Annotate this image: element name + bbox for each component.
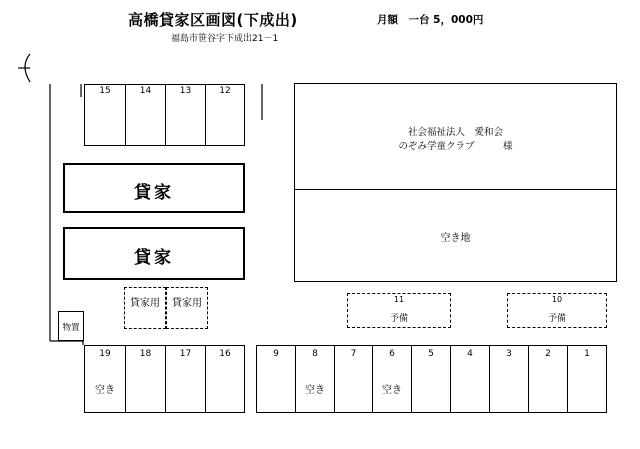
vacant-land <box>294 189 617 282</box>
parking-lot-8 <box>295 345 335 413</box>
page-title: 高橋貸家区画図(下成出) <box>128 11 298 29</box>
rental-house-2 <box>63 227 245 280</box>
lot-number: 9 <box>273 349 279 359</box>
price-text: 月額 一台 5，000円 <box>377 14 484 26</box>
lot-number: 19 <box>99 349 111 359</box>
parking-lot-9 <box>256 345 296 413</box>
storage-shed <box>58 311 84 341</box>
lot-number: 18 <box>139 349 152 359</box>
lot-number: 15 <box>99 86 111 96</box>
lot-number: 1 <box>584 349 590 359</box>
parking-lot-15 <box>84 84 126 146</box>
lot-number: 13 <box>179 86 192 96</box>
lot-number: 4 <box>467 349 473 359</box>
house-parking-label: 貸家用 <box>172 298 202 309</box>
lot-number: 8 <box>312 349 318 359</box>
spare-number: 11 <box>393 295 405 304</box>
parking-lot-13 <box>165 84 206 146</box>
lot-number: 12 <box>219 86 231 96</box>
parking-lot-14 <box>125 84 166 146</box>
parking-lot-2 <box>528 345 568 413</box>
facility-name: 社会福祉法人 愛和会 <box>407 127 503 138</box>
house-parking-2 <box>166 287 208 329</box>
spare-lot-10 <box>507 293 607 328</box>
lot-number: 3 <box>506 349 512 359</box>
parking-lot-16 <box>205 345 245 413</box>
parking-lot-1 <box>567 345 607 413</box>
parking-lot-17 <box>165 345 206 413</box>
house-parking-label: 貸家用 <box>130 298 160 309</box>
lot-number: 7 <box>350 349 357 359</box>
lot-number: 16 <box>219 349 231 359</box>
parking-lot-5 <box>411 345 451 413</box>
lot-number: 2 <box>545 349 551 359</box>
vacant-mark: 空き <box>305 385 325 396</box>
facility-club: のぞみ学童クラブ 様 <box>398 141 513 152</box>
lot-number: 5 <box>428 349 434 359</box>
vacant-land-label: 空き地 <box>440 233 471 244</box>
spare-label: 予備 <box>389 314 408 324</box>
lot-number: 17 <box>179 349 192 359</box>
house-label: 貸家 <box>134 248 174 268</box>
parking-lot-6 <box>372 345 412 413</box>
parking-lot-7 <box>334 345 373 413</box>
storage-label: 物置 <box>62 323 80 333</box>
house-label: 貸家 <box>134 183 174 203</box>
address-text: 福島市笹谷字下成出21－1 <box>171 34 279 44</box>
house-parking-1 <box>124 287 166 329</box>
lot-number: 14 <box>139 86 152 96</box>
spare-lot-11 <box>347 293 451 328</box>
parking-lot-18 <box>125 345 166 413</box>
rental-house-1 <box>63 163 245 213</box>
parking-lot-19 <box>84 345 126 413</box>
vacant-mark: 空き <box>382 385 402 396</box>
parking-lot-4 <box>450 345 490 413</box>
vacant-mark: 空き <box>95 385 115 396</box>
spare-number: 10 <box>551 295 563 304</box>
parking-lot-3 <box>489 345 529 413</box>
spare-label: 予備 <box>547 314 566 324</box>
lot-number: 6 <box>389 349 395 359</box>
facility-area <box>294 83 617 190</box>
parking-lot-12 <box>205 84 245 146</box>
